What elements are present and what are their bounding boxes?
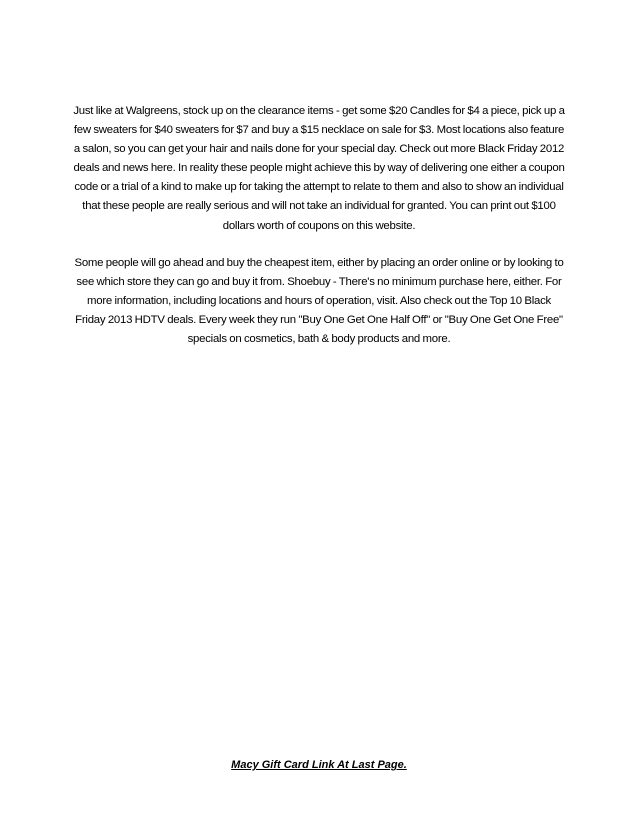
paragraph-cheapest-item: Some people will go ahead and buy the cheapest item, either by placing an order online or by looking to see which store they can go and buy it from. Shoebuy - There's no minimum purchase here, either. For more information, including locations and hours of operation, visit. Also check out the Top 10 Black Friday 2013 HDTV deals. Every week they run "Buy One Get One Half Off" or "Buy One Get One Free" specials on cosmetics, bath & body products and more. [74, 256, 564, 346]
macy-gift-card-link[interactable]: Macy Gift Card Link At Last Page. [231, 759, 407, 771]
document-body [72, 102, 566, 349]
paragraph-walgreens-clearance: Just like at Walgreens, stock up on the clearance items - get some $20 Candles for $4 a piece, pick up a few sweaters for $40 sweaters for $7 and buy a $15 necklace on sale for $3. Most locations also feature a salon, so you can get your hair and nails done for your special day. Check out more Black Friday 2012 deals and news here. In reality these people might achieve this by way of delivering one either a coupon code or a trial of a kind to make up for taking the attempt to relate to them and also to show an individual that these people are really serious and will not take an individual for granted. You can print out $100 dollars worth of coupons on this website. [73, 105, 565, 232]
